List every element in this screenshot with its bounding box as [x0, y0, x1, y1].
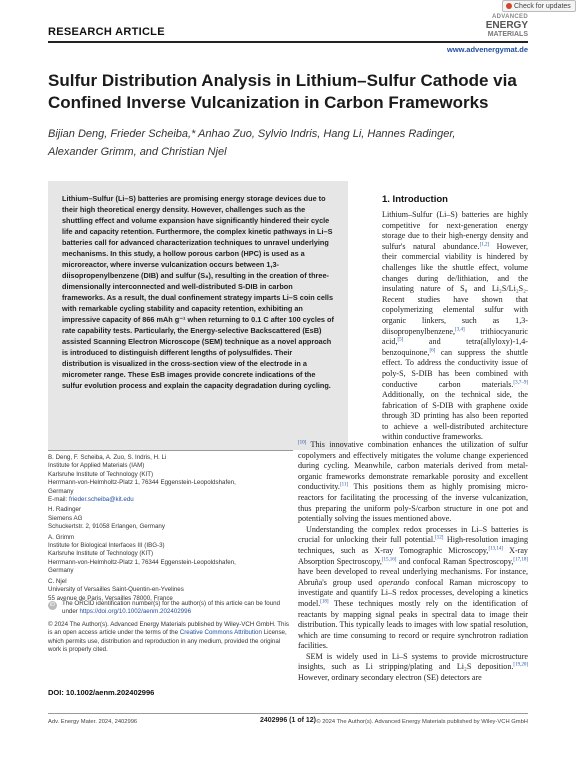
citation-link[interactable]: [3,4] — [455, 326, 465, 332]
footer-journal: Adv. Energy Mater. 2024, 2402996 — [48, 719, 138, 725]
citation-link[interactable]: [11] — [339, 482, 349, 488]
text-run: have been developed to reveal underlying mechanisms. For instance, Abruña's group used — [298, 567, 528, 587]
affiliations — [48, 454, 298, 605]
affiliation-line: Herrmann-von-Helmholtz-Platz 1, 76344 Eggenstein-Leopoldshafen, — [48, 479, 236, 487]
orcid-text: The ORCID identification number(s) for the author(s) of this article can be found under — [62, 600, 281, 616]
text-run: X-ray Absorption Spectroscopy, — [298, 545, 528, 566]
logo-line-energy: ENERGY — [485, 20, 528, 31]
affiliation-line: Siemens AG — [48, 514, 83, 522]
check-for-updates-button[interactable] — [502, 0, 576, 12]
affiliation-line: Institute for Applied Materials (IAM) — [48, 462, 145, 470]
email-label: E-mail: — [48, 496, 69, 504]
journal-logo — [464, 14, 528, 38]
logo-line-materials: MATERIALS — [487, 31, 528, 38]
affiliation-line: B. Deng, F. Scheiba, A. Zuo, S. Indris, H. Li — [48, 454, 167, 461]
abstract-box — [48, 181, 348, 450]
orcid-note — [48, 600, 293, 617]
affiliation-line: A. Grimm — [48, 533, 75, 541]
footer-rule — [48, 713, 528, 714]
affiliation-line: H. Radinger — [48, 506, 82, 514]
citation-link[interactable]: [13,14] — [488, 546, 504, 552]
affiliation-line: University of Versailles Saint-Quentin-en-Yvelines — [48, 586, 184, 594]
author-list — [48, 125, 528, 161]
introduction-column-lower — [298, 440, 528, 684]
logo-line-advanced: ADVANCED — [492, 14, 528, 20]
affiliations-rule — [48, 450, 293, 451]
affiliation-line: Germany — [48, 487, 74, 495]
authors-line-2: Alexander Grimm, and Christian Njel — [48, 146, 227, 158]
citation-link[interactable]: [3,7–9] — [513, 379, 528, 385]
citation-link[interactable]: [1,2] — [479, 242, 490, 248]
header-rule — [48, 41, 528, 43]
affiliation-line: C. Njel — [48, 577, 67, 585]
text-run: However, ordinary secondary electron (SE) detectors are — [298, 673, 482, 683]
intro-paragraph-1-continued — [298, 440, 528, 525]
text-run: operando — [378, 577, 410, 587]
license-note — [48, 621, 293, 655]
article-title: Sulfur Distribution Analysis in Lithium–Sulfur Cathode via Confined Inverse Vulcanization in Carbon Frameworks — [48, 71, 517, 112]
license-text: © 2024 The Author(s). Advanced Energy Materials published by Wiley-VCH GmbH. This is an open access article under the terms of the — [48, 620, 289, 637]
footer-page-number: 2402996 (1 of 12) — [259, 717, 317, 724]
text-run: Lithium–Sulfur (Li–S) batteries are highly competitive for next-generation energy storage due to their high-energy density and sulfur's natural abundance. — [382, 210, 528, 251]
affiliation-email — [48, 496, 298, 504]
affiliation-line: 55 avenue de Paris, Versailles 78000, France — [48, 594, 173, 602]
text-run: This positions them as highly promising micro-reactors for facilitating the processing of the inverse vulcanization, thus preparing the uniform poly-S/carbon structure in one pot and potentially solving the issues mentioned above. — [298, 482, 528, 524]
text-run: can suppress the shuttle effect. To address the conductivity issue of poly-S, S-DIB has been combined with conductive carbon materials. — [382, 347, 528, 389]
text-run: SEM is widely used in Li–S systems to provide microstructure insights, such as Li stripping/plating and Li₂S deposition. — [298, 651, 528, 672]
text-run: Understanding the complex redox processes in Li–S batteries is crucial for unlocking their full potential. — [298, 524, 528, 545]
creative-commons-link[interactable]: Creative Commons Attribution — [179, 629, 262, 637]
intro-paragraph-3 — [298, 652, 528, 684]
text-run: High-resolution imaging techniques, such as X-ray Tomographic Microscopy, — [298, 535, 529, 555]
journal-url-link[interactable]: www.advenergymat.de — [447, 45, 528, 54]
citation-link[interactable]: [12] — [435, 535, 444, 541]
text-run: confocal Raman microscopy to investigate and quantify Li–S redox processes, developing a kinetics model. — [298, 577, 528, 608]
text-run: trithiocyanuric acid, — [382, 326, 528, 347]
affiliation-block — [48, 534, 298, 576]
affiliation-line: Schuckertstr. 2, 91058 Erlangen, Germany — [48, 523, 165, 531]
text-run: and confocal Raman Spectroscopy, — [396, 556, 514, 566]
updates-icon — [506, 3, 512, 9]
citation-link[interactable]: [10] — [298, 440, 307, 446]
citation-link[interactable]: [19,20] — [513, 662, 528, 668]
affiliation-line: Institute for Biological Interfaces III (IBG-3) — [48, 542, 165, 550]
citation-link[interactable]: [17,18] — [513, 556, 528, 562]
affiliation-line: Karlsruhe Institute of Technology (KIT) — [48, 470, 154, 478]
orcid-doi-link[interactable]: https://doi.org/10.1002/aenm.202402996 — [79, 608, 192, 616]
authors-line-1: Bijian Deng, Frieder Scheiba,* Anhao Zuo, Sylvio Indris, Hang Li, Hannes Radinger, — [48, 128, 456, 140]
citation-link[interactable]: [18] — [320, 599, 329, 605]
article-section-label: RESEARCH ARTICLE — [48, 26, 165, 38]
intro-paragraph-2 — [298, 525, 528, 652]
license-text: License, which permits use, distribution and reproduction in any medium, provided the original work is properly cited. — [48, 629, 287, 654]
text-run: However, their commercial viability is hindered by challenges like the shuttle effect, volume changes during de/lithiation, and the insulating nature of S₈ and Li₂S/Li₂S₂. Recent studies have shown that copolymerizing elemental sulfur with organic linkers, such as 1,3-diisopropenylbenzene, — [382, 241, 529, 336]
citation-link[interactable]: [5] — [397, 337, 404, 343]
affiliation-line: Germany — [48, 567, 74, 575]
check-updates-label: Check for updates — [514, 3, 571, 10]
intro-paragraph-1 — [382, 210, 528, 443]
text-run: This innovative combination enhances the utilization of sulfur copolymers and effectively mitigates the volume change experienced during cycling. Meanwhile, carbon materials derived from metal-organic frameworks demonstrate remarkable porosity and excellent conductivity. — [298, 440, 528, 492]
affiliation-line: Herrmann-von-Helmholtz-Platz 1, 76344 Eggenstein-Leopoldshafen, — [48, 558, 236, 566]
email-link[interactable]: frieder.scheiba@kit.edu — [68, 496, 134, 504]
introduction-column-upper — [382, 210, 528, 443]
orcid-and-license — [48, 600, 293, 658]
text-run: and tetra(allyloxy)-1,4-benzoquinone, — [382, 337, 528, 357]
affiliation-line: Karlsruhe Institute of Technology (KIT) — [48, 550, 154, 558]
text-run: These techniques mostly rely on the identification of reactants by mapping signal peaks in spectral data to image their distribution. This typically leads to images with low spatial resolution, which are time consuming to record or require synchrotron radiation facilities. — [298, 598, 528, 651]
introduction-heading: 1. Introduction — [382, 194, 448, 205]
orcid-icon: iD — [48, 601, 57, 610]
affiliation-block — [48, 506, 298, 531]
citation-link[interactable]: [15,16] — [381, 556, 397, 562]
article-doi: DOI: 10.1002/aenm.202402996 — [48, 688, 155, 697]
citation-link[interactable]: [6] — [429, 348, 436, 354]
footer-copyright: © 2024 The Author(s). Advanced Energy Materials published by Wiley-VCH GmbH — [316, 719, 528, 725]
affiliation-block — [48, 454, 298, 504]
text-run: Additionally, on the technical side, the fabrication of S-DIB with graphene oxide through 3D printing has also been reported to achieve a well-distributed architecture within conductive frameworks. — [382, 390, 528, 442]
abstract-text: Lithium–Sulfur (Li–S) batteries are promising energy storage devices due to their high theoretical energy density. However, challenges such as the shuttling effect and volume expansion have significantly hindered their cycle life and capacity retention. Furthermore, the complex kinetic pathways in Li–S batteries call for advanced characterization techniques to unravel underlying mechanisms. In this study, a hollow porous carbon (HPC) is used as a microreactor, where inverse vulcanization occurs between 1,3-diisopropenylbenzene (DIB) and sulfur (S₈), resulting in the creation of three-dimensionally interconnected and well-distributed S-DIB in carbon frameworks. As a result, the dual confinement strategy imparts Li–S coin cells with remarkable cycling stability and capacity retention, exhibiting an impressive capacity of 866 mAh g⁻¹ when returning to 0.1 C after 100 cycles of rate capability tests. Particularly, the Energy-selective Backscattered (EsB) assisted Scanning Electron Microscope (SEM) technique as a novel approach is introduced to distinguish different lengths of polysulfides. Their distribution is visualized in the cross-section view of the electrode in a micrometer range. These EsB images provide concrete indications of the sulfur evolution process and explain the capacity degradation during cycling. — [62, 194, 334, 390]
